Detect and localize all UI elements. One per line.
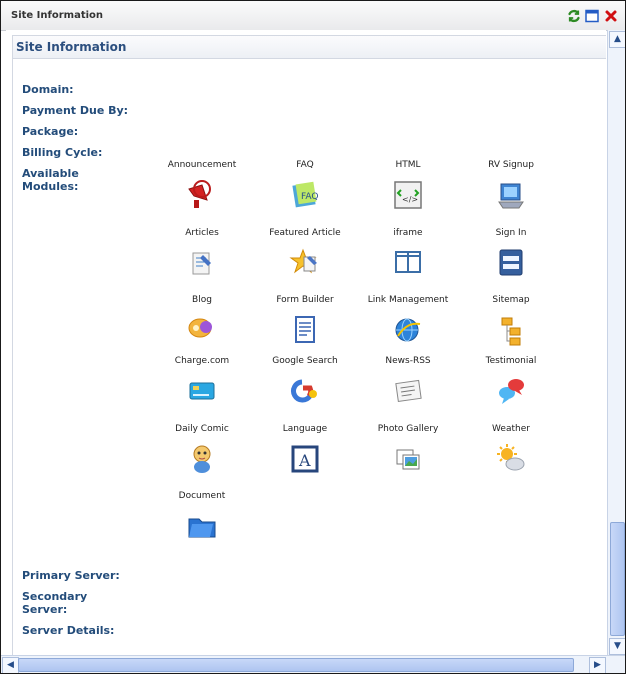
- module-language[interactable]: [260, 424, 350, 486]
- language-letter-icon: [288, 442, 322, 476]
- module-label-news-rss: News-RSS: [385, 356, 431, 366]
- faq-icon: [288, 178, 322, 212]
- module-iframe[interactable]: [363, 228, 453, 290]
- form-builder-icon: [288, 313, 322, 347]
- module-sign-in[interactable]: [466, 228, 556, 290]
- vertical-scroll-thumb[interactable]: [610, 522, 625, 636]
- photo-gallery-icon: [391, 442, 425, 476]
- module-label-photo-gallery: Photo Gallery: [377, 424, 439, 434]
- panel-title: Site Information: [16, 40, 127, 54]
- module-charge-com[interactable]: [157, 356, 247, 418]
- scroll-right-arrow-icon[interactable]: ▶: [589, 657, 606, 674]
- available-modules-line2: Modules:: [22, 180, 79, 193]
- secondary-server-line1: Secondary: [22, 590, 88, 603]
- module-form-builder[interactable]: [260, 295, 350, 357]
- billing-cycle-label: Billing Cycle:: [22, 146, 103, 159]
- html-code-icon: [391, 178, 425, 212]
- blog-chat-icon: [185, 313, 219, 347]
- articles-icon: [185, 246, 219, 280]
- close-icon[interactable]: [604, 9, 618, 23]
- weather-sun-cloud-icon: [494, 442, 528, 476]
- module-label-sign-in: Sign In: [495, 228, 527, 238]
- available-modules-label: [22, 167, 79, 193]
- comic-character-icon: [185, 442, 219, 476]
- module-label-document: Document: [178, 491, 226, 501]
- secondary-server-line2: Server:: [22, 603, 68, 616]
- module-faq[interactable]: [260, 160, 350, 222]
- module-label-google-search: Google Search: [272, 356, 338, 366]
- module-weather[interactable]: [466, 424, 556, 486]
- svg-text:</>: </>: [402, 195, 419, 204]
- primary-server-label: Primary Server:: [22, 569, 120, 582]
- globe-link-icon: [391, 313, 425, 347]
- module-label-daily-comic: Daily Comic: [175, 424, 229, 434]
- module-label-testimonial: Testimonial: [485, 356, 537, 366]
- module-featured-article[interactable]: [260, 228, 350, 290]
- svg-text:FAQ: FAQ: [301, 192, 319, 202]
- module-label-blog: Blog: [192, 295, 212, 305]
- module-label-rv-signup: RV Signup: [488, 160, 534, 170]
- credit-card-icon: [185, 374, 219, 408]
- module-google-search[interactable]: [260, 356, 350, 418]
- module-label-announcement: Announcement: [167, 160, 237, 170]
- module-articles[interactable]: [157, 228, 247, 290]
- module-label-charge-com: Charge.com: [174, 356, 230, 366]
- available-modules-line1: Available: [22, 167, 79, 180]
- horizontal-scrollbar[interactable]: [1, 655, 625, 673]
- module-label-sitemap: Sitemap: [492, 295, 530, 305]
- megaphone-icon: [185, 178, 219, 212]
- featured-star-icon: [288, 246, 322, 280]
- sitemap-icon: [494, 313, 528, 347]
- module-blog[interactable]: [157, 295, 247, 357]
- module-sitemap[interactable]: [466, 295, 556, 357]
- module-rv-signup[interactable]: [466, 160, 556, 222]
- domain-label: Domain:: [22, 83, 74, 96]
- server-details-label: Server Details:: [22, 624, 115, 637]
- svg-text:A: A: [299, 451, 311, 470]
- resize-grip-icon[interactable]: [609, 657, 624, 672]
- module-label-faq: FAQ: [296, 160, 314, 170]
- sign-in-form-icon: [494, 246, 528, 280]
- module-document[interactable]: [157, 491, 247, 553]
- module-testimonial[interactable]: [466, 356, 556, 418]
- package-label: Package:: [22, 125, 79, 138]
- scroll-up-arrow-icon[interactable]: ▲: [609, 31, 626, 48]
- module-label-articles: Articles: [185, 228, 219, 238]
- signup-laptop-icon: [494, 178, 528, 212]
- panel-header: [13, 36, 606, 59]
- scroll-left-arrow-icon[interactable]: ◀: [2, 657, 19, 674]
- vertical-scrollbar[interactable]: [607, 30, 625, 656]
- module-label-link-management: Link Management: [367, 295, 449, 305]
- module-announcement[interactable]: [157, 160, 247, 222]
- maximize-icon[interactable]: [585, 9, 599, 23]
- module-label-featured-article: Featured Article: [269, 228, 341, 238]
- document-folder-icon: [185, 509, 219, 543]
- module-label-form-builder: Form Builder: [276, 295, 334, 305]
- window-titlebar[interactable]: [1, 1, 625, 31]
- module-news-rss[interactable]: [363, 356, 453, 418]
- scroll-down-arrow-icon[interactable]: ▼: [609, 638, 626, 655]
- window-title: Site Information: [11, 10, 104, 21]
- newspaper-icon: [391, 374, 425, 408]
- module-label-weather: Weather: [492, 424, 530, 434]
- iframe-icon: [391, 246, 425, 280]
- speech-bubbles-icon: [494, 374, 528, 408]
- horizontal-scroll-thumb[interactable]: [18, 658, 574, 672]
- site-information-panel: [12, 35, 606, 656]
- module-link-management[interactable]: [363, 295, 453, 357]
- content-area: [6, 30, 606, 656]
- module-label-iframe: iframe: [393, 228, 423, 238]
- google-search-icon: [288, 374, 322, 408]
- module-label-language: Language: [282, 424, 328, 434]
- refresh-icon[interactable]: [567, 9, 581, 23]
- secondary-server-label: [22, 590, 87, 616]
- module-photo-gallery[interactable]: [363, 424, 453, 486]
- module-html[interactable]: [363, 160, 453, 222]
- payment-due-by-label: Payment Due By:: [22, 104, 129, 117]
- module-daily-comic[interactable]: [157, 424, 247, 486]
- module-label-html: HTML: [395, 160, 421, 170]
